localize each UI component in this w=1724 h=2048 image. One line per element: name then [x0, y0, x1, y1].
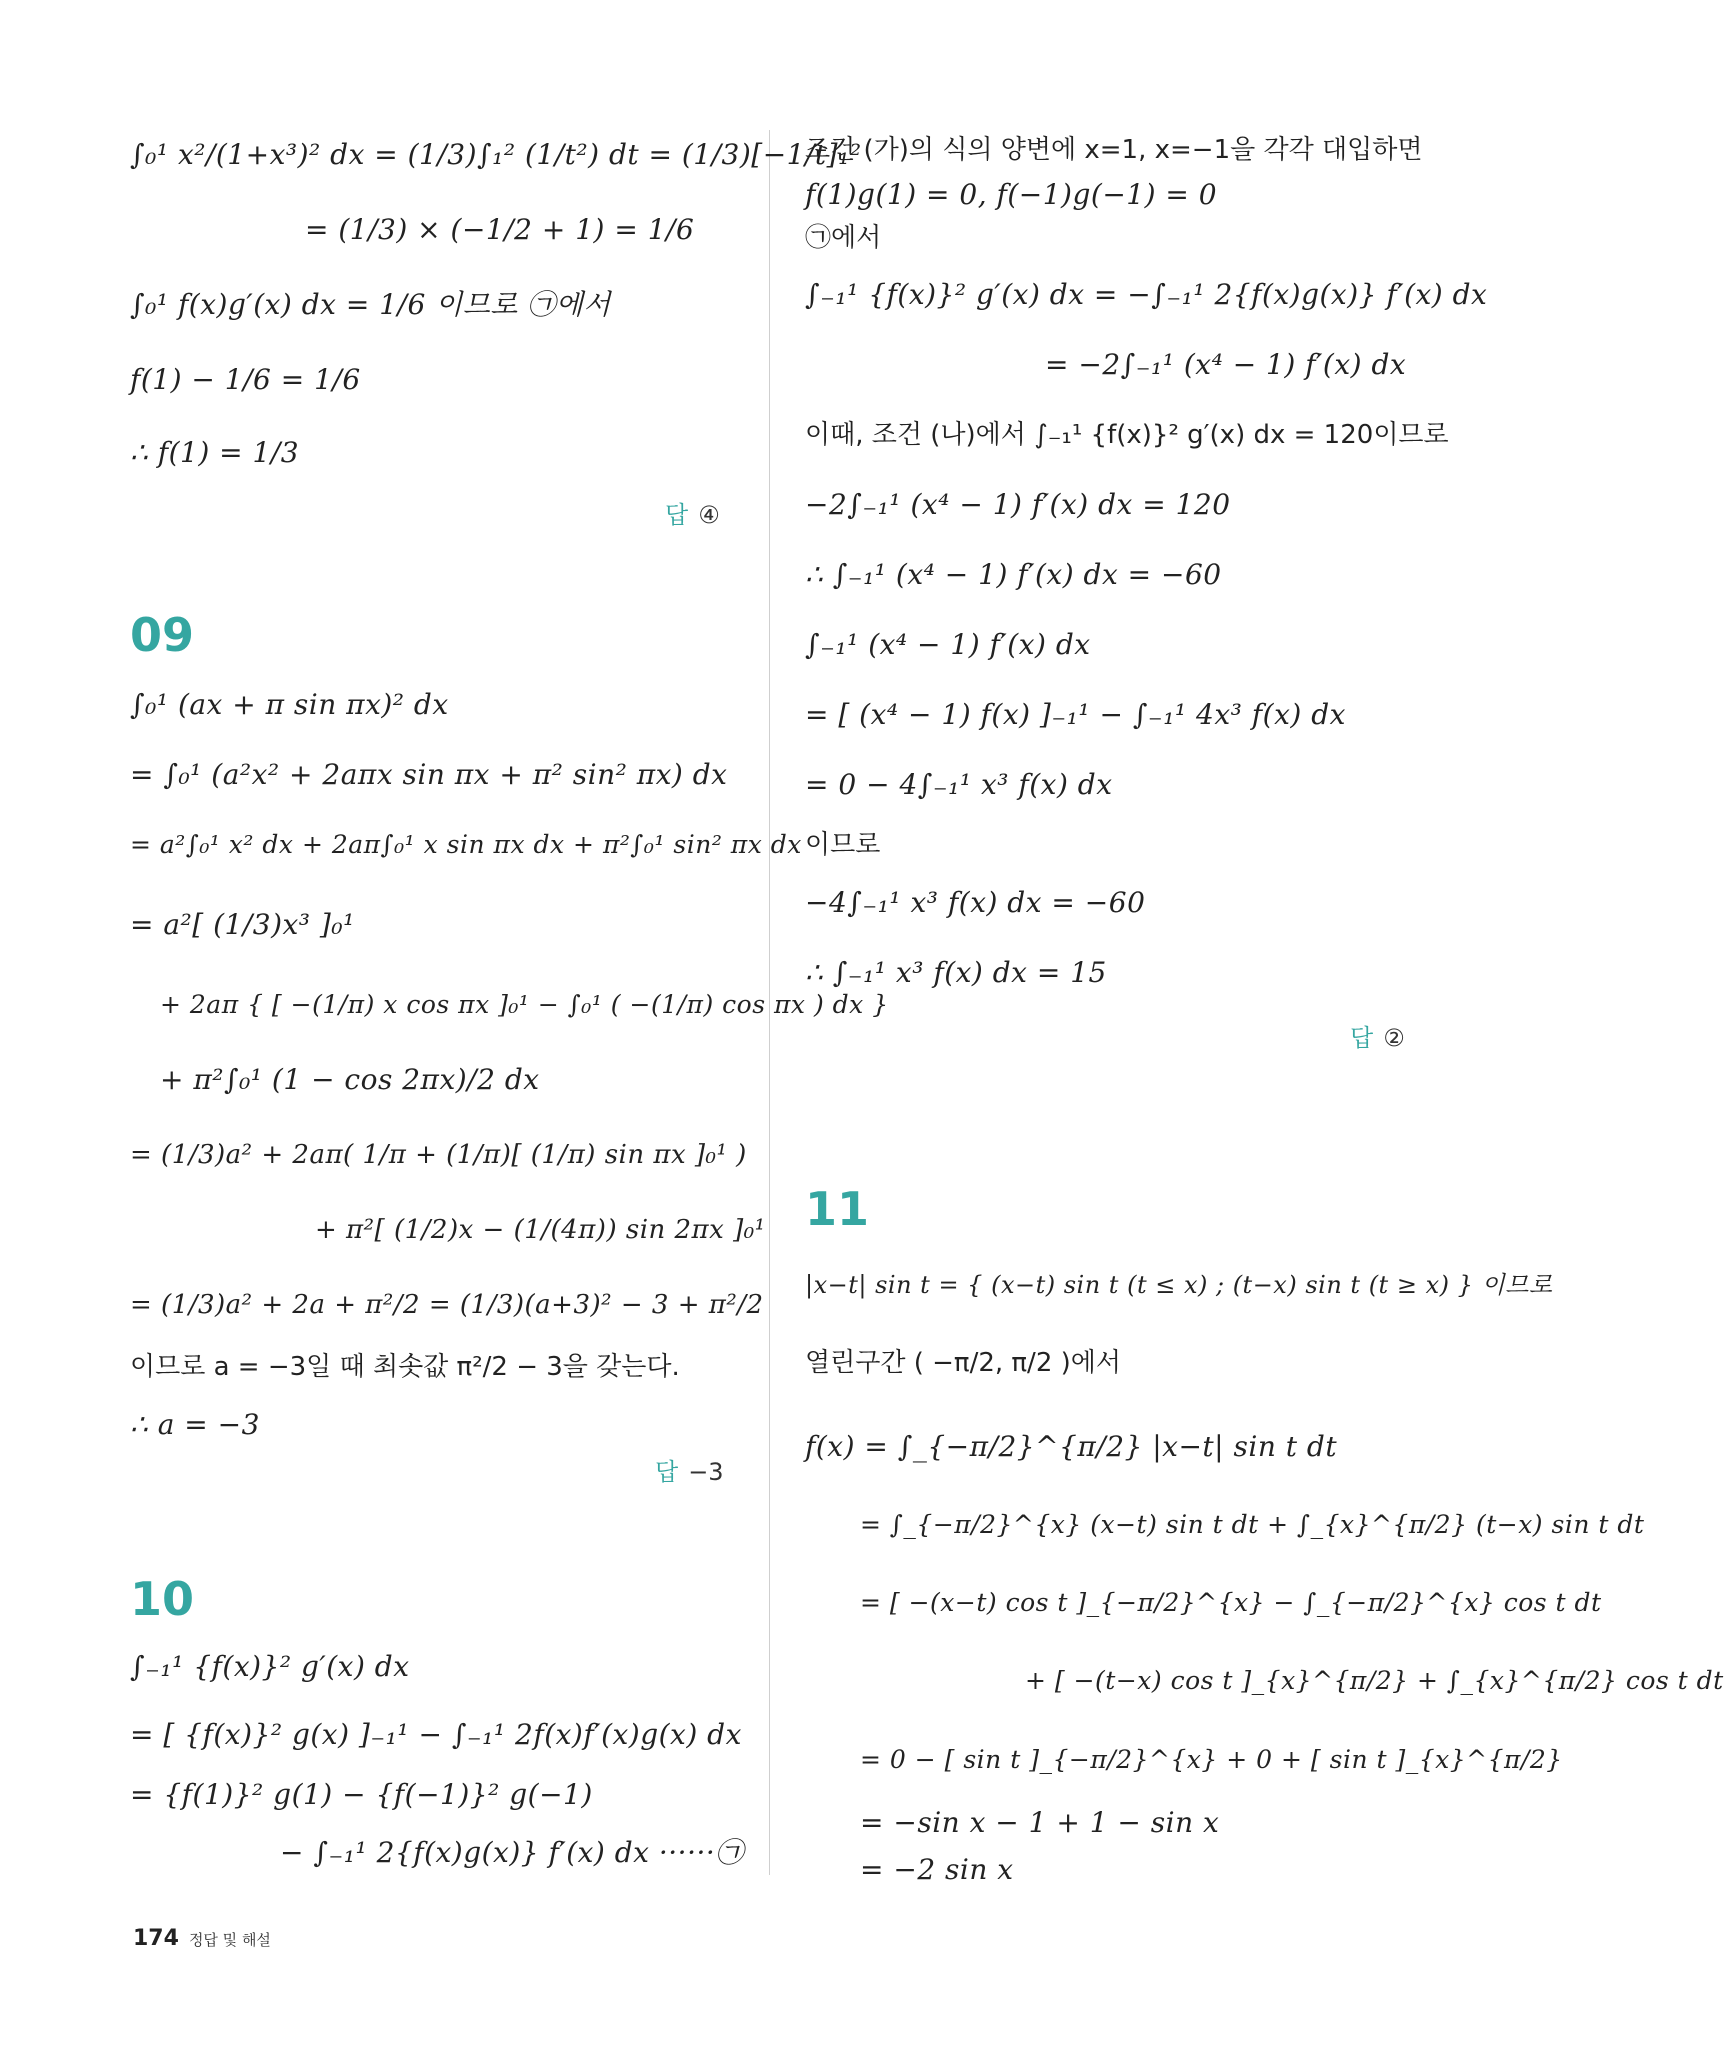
eq-line: = [ {f(x)}² g(x) ]₋₁¹ − ∫₋₁¹ 2f(x)f′(x)g(x) dx [130, 1718, 742, 1751]
eq-line: ∫₋₁¹ (x⁴ − 1) f′(x) dx [805, 628, 1091, 661]
answer-value: −3 [688, 1458, 724, 1486]
text-line: 이므로 [805, 830, 881, 860]
eq-line: = −2∫₋₁¹ (x⁴ − 1) f′(x) dx [1045, 348, 1407, 381]
section-number-11: 11 [805, 1182, 870, 1236]
eq-line: = [ −(x−t) cos t ]_{−π/2}^{x} − ∫_{−π/2}^{x} cos t dt [860, 1588, 1602, 1617]
eq-line: = (1/3) × (−1/2 + 1) = 1/6 [305, 213, 695, 246]
eq-line: ∫₋₁¹ {f(x)}² g′(x) dx [130, 1650, 410, 1683]
eq-line: −4∫₋₁¹ x³ f(x) dx = −60 [805, 886, 1146, 919]
eq-line: = ∫_{−π/2}^{x} (x−t) sin t dt + ∫_{x}^{π/2} (t−x) sin t dt [860, 1510, 1645, 1539]
answer-value: ④ [698, 501, 720, 529]
eq-line: = 0 − [ sin t ]_{−π/2}^{x} + 0 + [ sin t ]_{x}^{π/2} [860, 1745, 1563, 1774]
text-line: 조건 (가)의 식의 양변에 x=1, x=−1을 각각 대입하면 [805, 135, 1423, 165]
eq-line: f(1)g(1) = 0, f(−1)g(−1) = 0 [805, 178, 1218, 211]
answer-label: 답 [655, 1458, 679, 1486]
eq-line: ∫₀¹ (ax + π sin πx)² dx [130, 688, 449, 721]
eq-line: −2∫₋₁¹ (x⁴ − 1) f′(x) dx = 120 [805, 488, 1231, 521]
text-line: 이므로 a = −3일 때 최솟값 π²/2 − 3을 갖는다. [130, 1352, 680, 1382]
eq-line: ∴ ∫₋₁¹ x³ f(x) dx = 15 [805, 956, 1107, 989]
eq-line: = −sin x − 1 + 1 − sin x [860, 1806, 1220, 1839]
eq-line: = a²∫₀¹ x² dx + 2aπ∫₀¹ x sin πx dx + π²∫₀¹ sin² πx dx [130, 830, 802, 859]
eq-line: + π²[ (1/2)x − (1/(4π)) sin 2πx ]₀¹ [315, 1215, 766, 1245]
eq-line: = 0 − 4∫₋₁¹ x³ f(x) dx [805, 768, 1113, 801]
eq-line: f(x) = ∫_{−π/2}^{π/2} |x−t| sin t dt [805, 1430, 1338, 1463]
eq-line: + 2aπ { [ −(1/π) x cos πx ]₀¹ − ∫₀¹ ( −(1/π) cos πx ) dx } [160, 990, 889, 1019]
eq-line: = a²[ (1/3)x³ ]₀¹ [130, 908, 355, 941]
eq-line: + [ −(t−x) cos t ]_{x}^{π/2} + ∫_{x}^{π/2} cos t dt [1025, 1666, 1724, 1695]
eq-line: = (1/3)a² + 2a + π²/2 = (1/3)(a+3)² − 3 + π²/2 [130, 1290, 764, 1320]
eq-line: ∫₀¹ f(x)g′(x) dx = 1/6 이므로 ㉠에서 [130, 288, 611, 321]
text-line: 열린구간 ( −π/2, π/2 )에서 [805, 1348, 1122, 1378]
eq-line: = (1/3)a² + 2aπ( 1/π + (1/π)[ (1/π) sin πx ]₀¹ ) [130, 1140, 747, 1170]
eq-line: = {f(1)}² g(1) − {f(−1)}² g(−1) [130, 1778, 593, 1811]
answer-label: 답 [1350, 1024, 1374, 1052]
eq-line: + π²∫₀¹ (1 − cos 2πx)/2 dx [160, 1063, 540, 1096]
page-footer [133, 1926, 271, 1951]
eq-line: ∫₋₁¹ {f(x)}² g′(x) dx = −∫₋₁¹ 2{f(x)g(x)} f′(x) dx [805, 278, 1488, 311]
answer-label: 답 [665, 501, 689, 529]
text-line: 이때, 조건 (나)에서 ∫₋₁¹ {f(x)}² g′(x) dx = 120이므로 [805, 420, 1449, 450]
eq-line: ∫₀¹ x²/(1+x³)² dx = (1/3)∫₁² (1/t²) dt = (1/3)[−1/t]₁² [130, 138, 862, 171]
eq-line: |x−t| sin t = { (x−t) sin t (t ≤ x) ; (t−x) sin t (t ≥ x) } 이므로 [805, 1271, 1553, 1299]
eq-line: ∴ f(1) = 1/3 [130, 436, 300, 469]
page-number: 174 [133, 1926, 179, 1951]
eq-line: ∴ a = −3 [130, 1408, 260, 1441]
eq-line: = ∫₀¹ (a²x² + 2aπx sin πx + π² sin² πx) dx [130, 758, 728, 791]
answer-value: ② [1383, 1024, 1405, 1052]
eq-line: − ∫₋₁¹ 2{f(x)g(x)} f′(x) dx ······㉠ [280, 1836, 744, 1869]
footer-section-title: 정답 및 해설 [188, 1931, 271, 1949]
answer-08 [665, 495, 720, 530]
section-number-10: 10 [130, 1572, 195, 1626]
eq-line: = [ (x⁴ − 1) f(x) ]₋₁¹ − ∫₋₁¹ 4x³ f(x) dx [805, 698, 1346, 731]
answer-10 [1350, 1018, 1405, 1053]
eq-line: = −2 sin x [860, 1853, 1014, 1886]
eq-line: ∴ ∫₋₁¹ (x⁴ − 1) f′(x) dx = −60 [805, 558, 1222, 591]
eq-line: f(1) − 1/6 = 1/6 [130, 363, 361, 396]
section-number-09: 09 [130, 608, 195, 662]
answer-09 [655, 1452, 724, 1487]
text-line: ㉠에서 [805, 223, 882, 253]
